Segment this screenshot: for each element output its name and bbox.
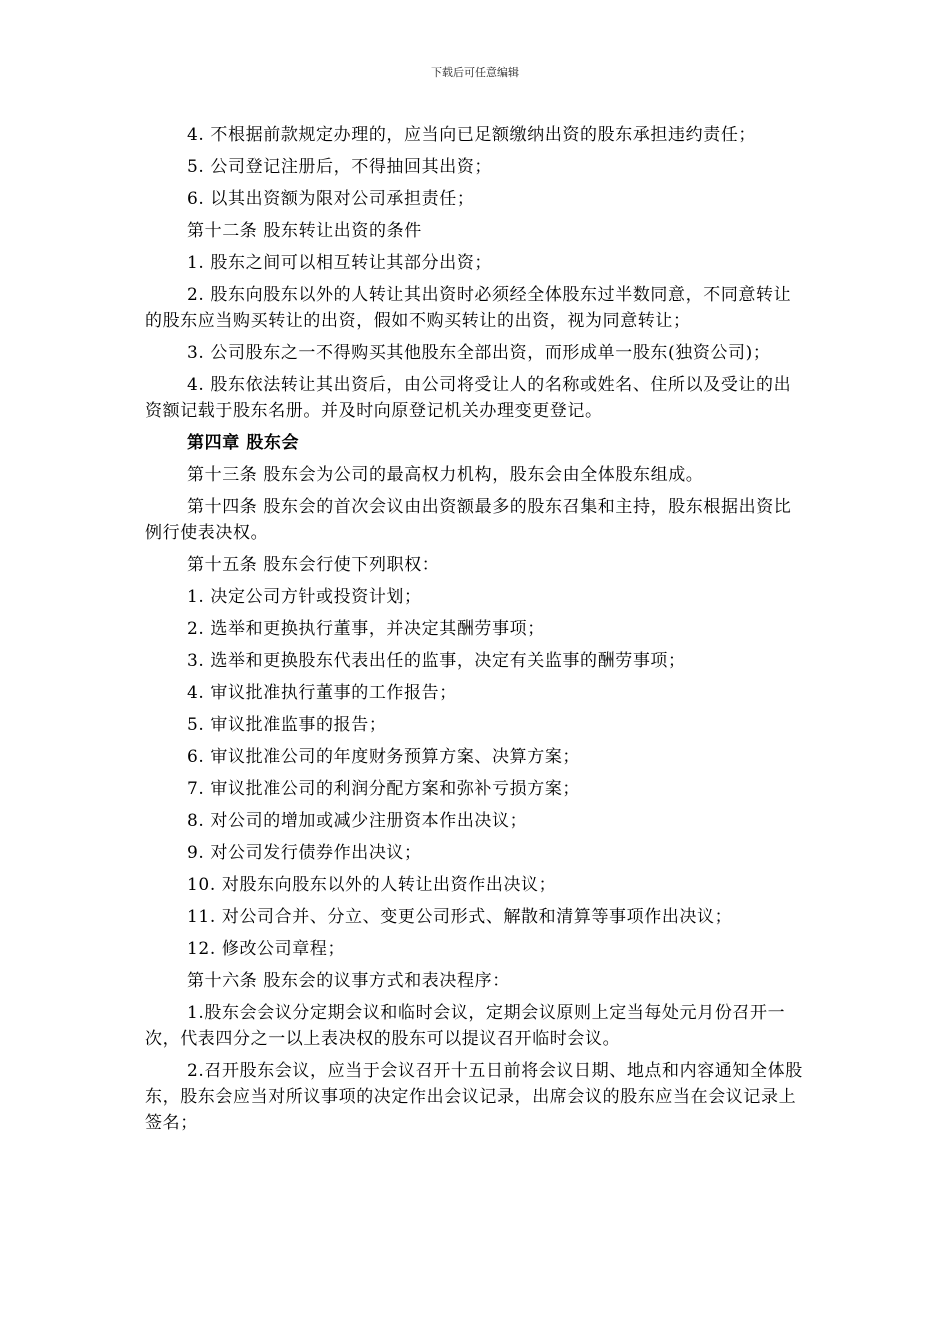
list-item: 12. 修改公司章程； [187, 939, 346, 959]
paragraph: 4. 不根据前款规定办理的，应当向已足额缴纳出资的股东承担违约责任； [187, 125, 757, 145]
list-item: 3. 选举和更换股东代表出任的监事，决定有关监事的酬劳事项； [187, 651, 686, 671]
paragraph: 1.股东会会议分定期会议和临时会议，定期会议原则上定当每处元月份召开一次，代表四分之一以上表决权的股东可以提议召开临时会议。 [145, 1003, 786, 1049]
page-header-note: 下载后可任意编辑 [431, 66, 519, 79]
list-item: 11. 对公司合并、分立、变更公司形式、解散和清算等事项作出决议； [187, 907, 733, 927]
list-item: 6. 审议批准公司的年度财务预算方案、决算方案； [187, 747, 581, 767]
article-paragraph: 第十四条 股东会的首次会议由出资额最多的股东召集和主持，股东根据出资比例行使表决权。 [145, 497, 792, 543]
list-item: 8. 对公司的增加或减少注册资本作出决议； [187, 811, 528, 831]
list-item: 10. 对股东向股东以外的人转让出资作出决议； [187, 875, 557, 895]
article-paragraph: 第十三条 股东会为公司的最高权力机构，股东会由全体股东组成。 [187, 465, 704, 485]
list-item: 2. 选举和更换执行董事，并决定其酬劳事项； [187, 619, 545, 639]
list-item: 5. 审议批准监事的报告； [187, 715, 387, 735]
document-body [145, 122, 807, 1142]
list-item: 7. 审议批准公司的利润分配方案和弥补亏损方案； [187, 779, 581, 799]
article-paragraph: 第十五条 股东会行使下列职权： [187, 555, 440, 575]
article-paragraph: 第十六条 股东会的议事方式和表决程序： [187, 971, 510, 991]
paragraph: 1. 股东之间可以相互转让其部分出资； [187, 253, 493, 273]
paragraph: 4. 股东依法转让其出资后，由公司将受让人的名称或姓名、住所以及受让的出资额记载于股东名册。并及时向原登记机关办理变更登记。 [145, 375, 792, 421]
paragraph: 2.召开股东会议，应当于会议召开十五日前将会议日期、地点和内容通知全体股东，股东会应当对所议事项的决定作出会议记录，出席会议的股东应当在会议记录上签名； [145, 1061, 803, 1133]
list-item: 4. 审议批准执行董事的工作报告； [187, 683, 457, 703]
paragraph: 3. 公司股东之一不得购买其他股东全部出资，而形成单一股东(独资公司)； [187, 343, 771, 363]
article-heading: 第十二条 股东转让出资的条件 [187, 221, 422, 241]
list-item: 1. 决定公司方针或投资计划； [187, 587, 422, 607]
list-item: 9. 对公司发行债券作出决议； [187, 843, 422, 863]
paragraph: 6. 以其出资额为限对公司承担责任； [187, 189, 475, 209]
paragraph: 5. 公司登记注册后，不得抽回其出资； [187, 157, 493, 177]
chapter-heading: 第四章 股东会 [187, 433, 300, 453]
paragraph: 2. 股东向股东以外的人转让其出资时必须经全体股东过半数同意，不同意转让的股东应当购买转让的出资，假如不购买转让的出资，视为同意转让； [145, 285, 792, 331]
